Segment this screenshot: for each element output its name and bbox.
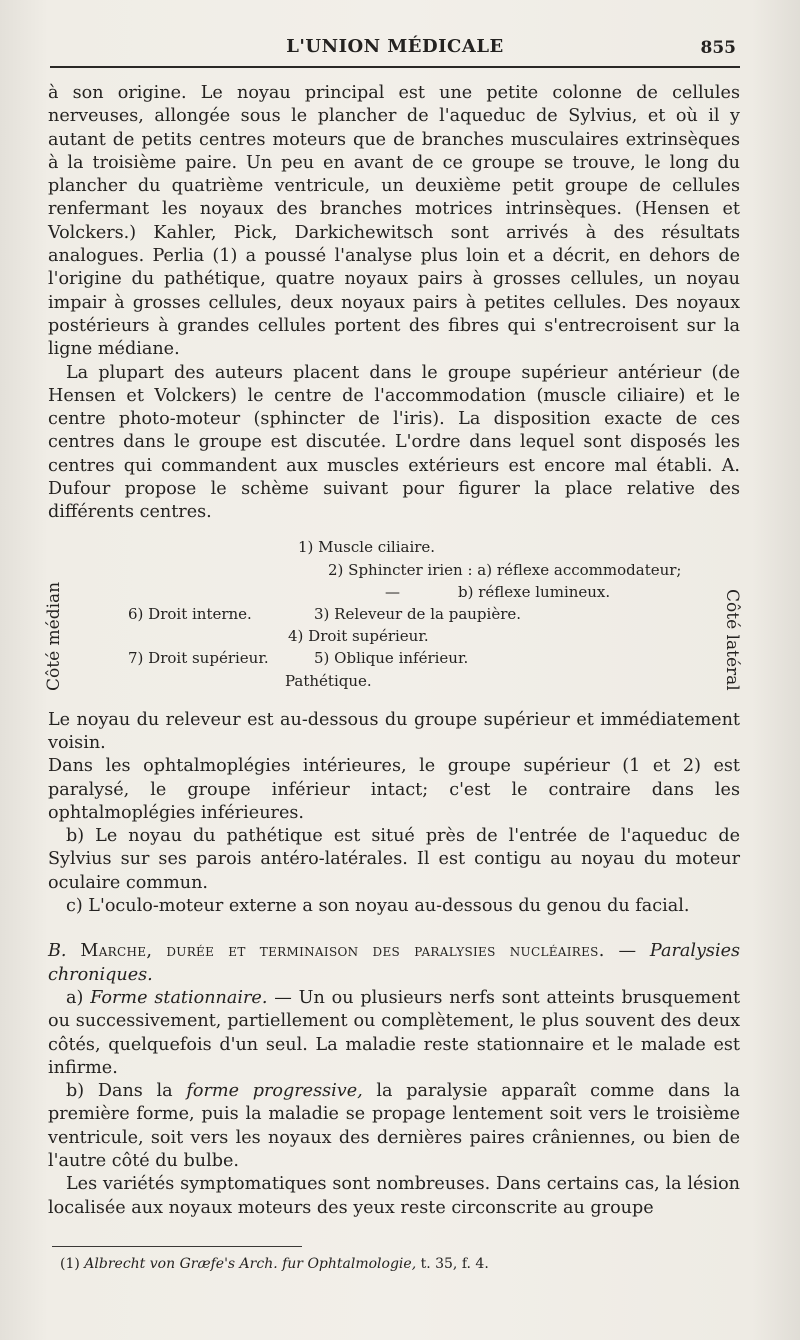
footnote-rule xyxy=(52,1246,302,1247)
scheme-item: 2) Sphincter irien : a) réflexe accommodateur; xyxy=(328,560,682,579)
paragraph-label: a) xyxy=(66,987,84,1008)
paragraph xyxy=(48,1080,740,1173)
paragraph-emphasis: forme progressive, xyxy=(186,1081,363,1102)
paragraph: c) L'oculo-moteur externe a son noyau au-dessous du genou du facial. xyxy=(66,896,690,917)
page-number: 855 xyxy=(700,38,736,58)
scheme-item: 3) Releveur de la paupière. xyxy=(314,604,522,623)
page-header xyxy=(50,36,740,72)
scheme-item: 4) Droit supérieur. xyxy=(288,626,429,645)
paragraph: Dans les ophtalmoplégies intérieures, le groupe supérieur (1 et 2) est paralysé, le groupe inférieur intact; c'est le contraire dans les ophtalmoplégies inférieures. xyxy=(48,756,740,823)
paragraph-text: Les variétés symptomatiques sont nombreuses. Dans certains cas, la lésion localisée aux noyaux moteurs des yeux reste circonscrite au groupe xyxy=(48,1174,740,1218)
scheme-item: Pathétique. xyxy=(285,671,372,690)
paragraph-text: — Un ou plusieurs nerfs sont atteints brusquement ou successivement, partiellement ou complètement, le plus souvent des deux côtés, quelquefois d'un seul. La maladie reste stationnaire et le malade est infirme. xyxy=(48,987,741,1078)
paragraph xyxy=(48,987,740,1080)
paragraph-emphasis: Forme stationnaire. xyxy=(90,987,268,1008)
scheme-item: 5) Oblique inférieur. xyxy=(314,648,469,667)
section-subtitle: Paralysies chroniques. xyxy=(48,941,741,985)
scheme-item: 6) Droit interne. xyxy=(128,604,252,623)
running-title: L'UNION MÉDICALE xyxy=(286,36,504,57)
scheme-item: 7) Droit supérieur. xyxy=(128,648,269,667)
side-label-lateral: Côté latéral xyxy=(722,588,742,691)
paragraph: La plupart des auteurs placent dans le groupe supérieur antérieur (de Hensen et Volckers) le centre de l'accommodation (muscle ciliaire) et le centre photo-moteur (sphincter de l'iris). La disposition exacte de ces centres dans le groupe est discutée. L'ordre dans lequel sont disposés les centres qui commandent aux muscles extérieurs est encore mal établi. A. Dufour propose le schème suivant pour figurer la place relative des différents centres. xyxy=(48,362,740,523)
scheme-item: b) réflexe lumineux. xyxy=(458,582,611,601)
footnote xyxy=(60,1256,489,1272)
dufour-scheme xyxy=(44,529,742,697)
footnote-reference: t. 35, f. 4. xyxy=(420,1256,489,1272)
paragraph xyxy=(48,1173,740,1220)
section-heading-text: Marche, durée et terminaison des paralysies nucléaires. xyxy=(80,941,605,962)
body-text xyxy=(44,82,742,1220)
section-heading xyxy=(48,940,740,987)
footnote-mark: (1) xyxy=(60,1256,80,1272)
paragraph-label: b) Dans la xyxy=(66,1081,173,1102)
header-rule xyxy=(50,66,740,68)
scheme-item: 1) Muscle ciliaire. xyxy=(298,537,436,556)
paragraph: à son origine. Le noyau principal est une petite colonne de cellules nerveuses, allongée sous le plancher de l'aqueduc de Sylvius, et où il y autant de petits centres moteurs que de branches musculaires extrinsèques à la troisième paire. Un peu en avant de ce groupe se trouve, le long du plancher du quatrième ventricule, un deuxième petit groupe de cellules renfermant les noyaux des branches motrices intrinsèques. (Hensen et Volckers.) Kahler, Pick, Darkichewitsch sont arrivés à des résultats analogues. Perlia (1) a poussé l'analyse plus loin et a décrit, en dehors de l'origine du pathétique, quatre noyaux pairs à grosses cellules, un noyau impair à grosses cellules, deux noyaux pairs à petites cellules. Des noyaux postérieurs à grandes cellules portent des fibres qui s'entrecroisent sur la ligne médiane. xyxy=(48,83,740,360)
paragraph-text: la paralysie apparaît comme dans la première forme, puis la maladie se propage lentement soit vers le troisième ventricule, soit vers les noyaux des dernières paires crâniennes, ou bien de l'autre côté du bulbe. xyxy=(48,1081,740,1171)
scheme-item: — xyxy=(385,582,400,601)
section-letter: B. xyxy=(48,941,67,962)
footnote-source: Albrecht von Græfe's Arch. fur Ophtalmologie, xyxy=(84,1256,417,1272)
side-label-medial: Côté médian xyxy=(44,581,64,691)
paragraph: b) Le noyau du pathétique est situé près de l'entrée de l'aqueduc de Sylvius sur ses parois antéro-latérales. Il est contigu au noyau du moteur oculaire commun. xyxy=(48,826,740,893)
section-dash: — xyxy=(618,941,637,962)
paragraph: Le noyau du releveur est au-dessous du groupe supérieur et immédiatement voisin. xyxy=(48,709,740,753)
